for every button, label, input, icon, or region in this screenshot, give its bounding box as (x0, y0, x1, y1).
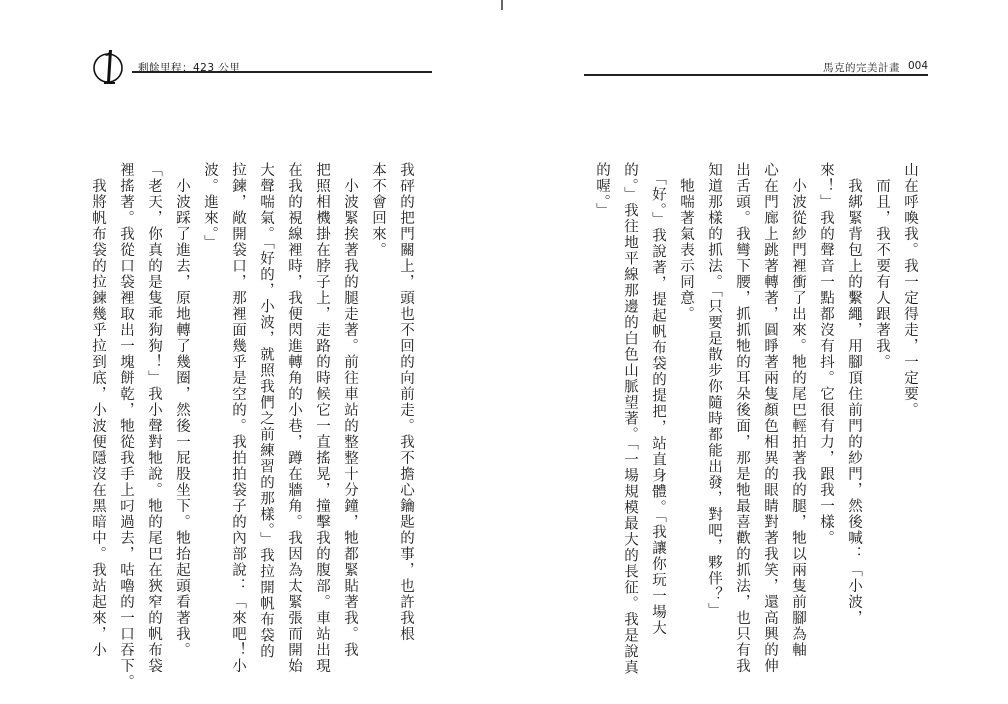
text-column: 我砰的把門關上，頭也不回的向前走。我不擔心鑰匙的事，也許我根 (398, 162, 414, 642)
right-page-text (588, 162, 924, 676)
text-column: 牠喘著氣表示同意。 (678, 162, 694, 322)
right-page (504, 0, 1008, 704)
right-header-rule (584, 74, 928, 76)
text-column: 而且，我不要有人跟著我。 (874, 162, 890, 370)
text-column: 裡搖著。我從口袋裡取出一塊餅乾，牠從我手上叼過去，咕嚕的一口吞下。 (118, 162, 134, 690)
text-column: 在我的視線裡時，我便閃進轉角的小巷，蹲在牆角。我因為太緊張而開始 (286, 162, 302, 674)
text-column: 山在呼喚我。我一定得走，一定要。 (902, 162, 918, 418)
text-column: 小波緊挨著我的腿走著。前往車站的整整十分鐘，牠都緊貼著我。我 (342, 162, 358, 658)
chapter-one-logo-icon (88, 44, 132, 88)
left-page-text (84, 162, 420, 690)
text-column: 來！」我的聲音一點都沒有抖。它很有力，跟我一樣。 (818, 162, 834, 546)
text-column: 的喔。」 (594, 162, 610, 219)
text-column: 我將帆布袋的拉鍊幾乎拉到底，小波便隱沒在黑暗中。我站起來，小 (90, 162, 106, 658)
text-column: 大聲喘氣。「好的，小波，就照我們之前練習的那樣。」我拉開帆布袋的 (258, 162, 274, 660)
page-number: 004 (907, 60, 928, 72)
text-column: 小波從紗門裡衝了出來。牠的尾巴輕拍著我的腿，牠以兩隻前腳為軸 (790, 162, 806, 658)
text-column: 知道那樣的抓法。「只要是散步你隨時都能出發，對吧，夥伴？」 (706, 162, 722, 619)
text-column: 心在門廊上跳著轉著，圓睜著兩隻顏色相異的眼睛對著我笑，還高興的伸 (762, 162, 778, 674)
text-column: 拉鍊，敞開袋口，那裡面幾乎是空的。我拍拍袋子的內部說：「來吧！小 (230, 162, 246, 674)
text-column: 我綁緊背包上的繫繩，用腳頂住前門的紗門，然後喊：「小波， (846, 162, 862, 626)
right-running-header (584, 58, 928, 88)
left-running-header (88, 44, 428, 84)
text-column: 把照相機掛在脖子上，走路的時候它一直搖晃，撞擊我的腹部。車站出現 (314, 162, 330, 674)
text-column: 「老天，你真的是隻乖狗狗！」我小聲對牠說。牠的尾巴在狹窄的帆布袋 (146, 162, 162, 674)
text-column: 出舌頭。我彎下腰，抓抓牠的耳朵後面，那是牠最喜歡的抓法，也只有我 (734, 162, 750, 674)
remaining-distance-label: 剩餘里程：423 公里 (138, 62, 241, 74)
book-title: 馬克的完美計畫 (823, 62, 900, 74)
text-column: 本不會回來。 (370, 162, 386, 258)
text-column: 波。進來。」 (202, 162, 218, 251)
text-column: 「好。」我說著，提起帆布袋的提把，站直身體。「我讓你玩一場大 (650, 162, 666, 637)
text-column: 的。」我往地平線那邊的白色山脈望著。「一場規模最大的長征。我是說真 (622, 162, 638, 676)
text-column: 小波踩了進去，原地轉了幾圈，然後一屁股坐下。牠抬起頭看著我。 (174, 162, 190, 658)
